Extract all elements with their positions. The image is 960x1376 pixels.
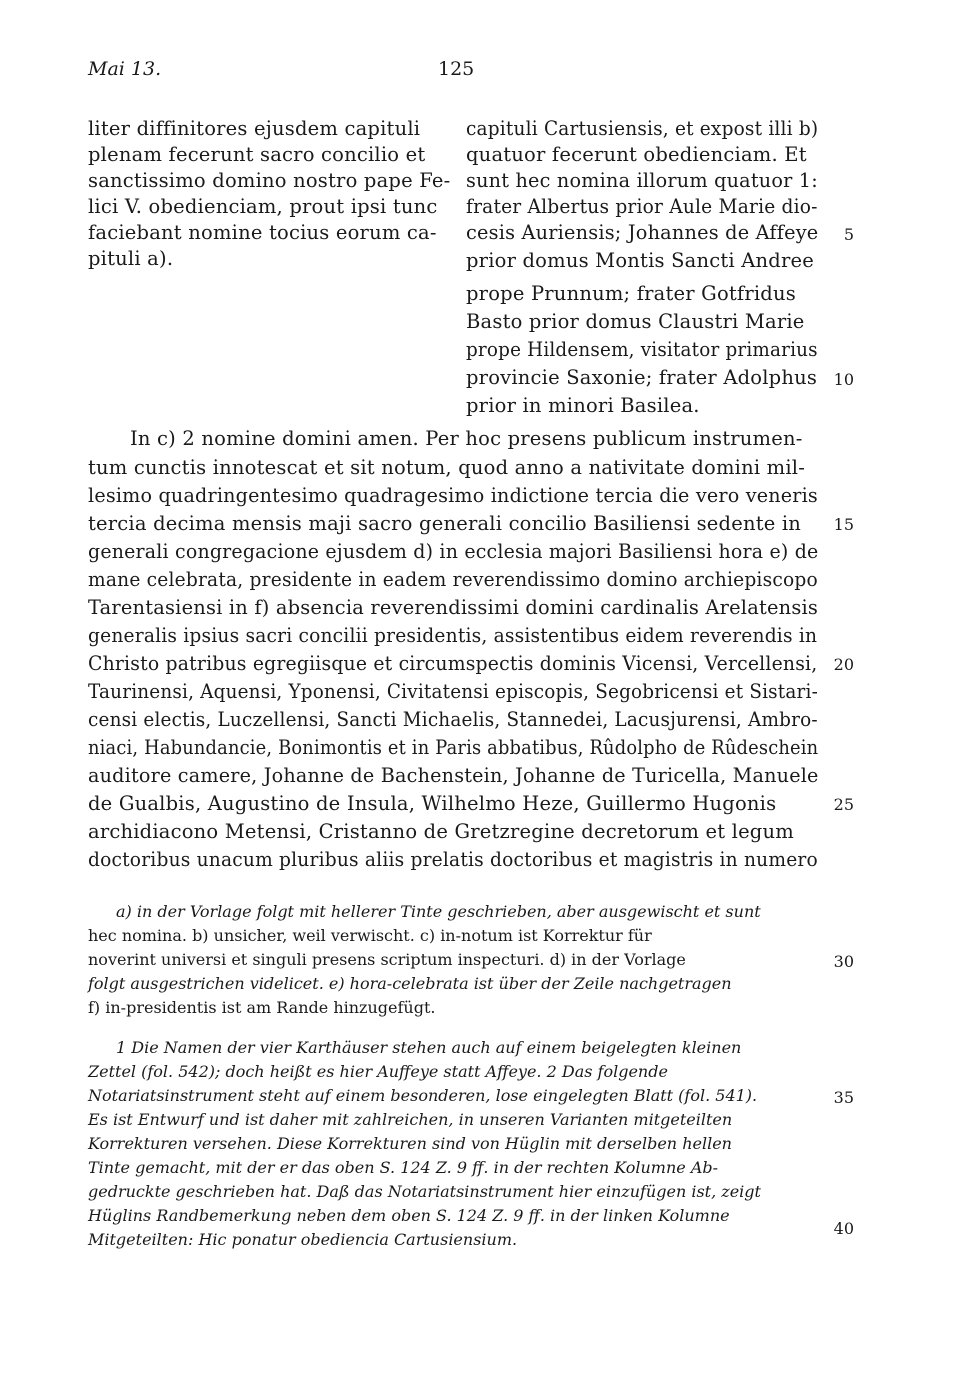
footnote-line: Notariatsinstrument steht auf einem besonderen, lose eingelegten Blatt (fol. 541).	[88, 1086, 758, 1105]
body-line: de Gualbis, Augustino de Insula, Wilhelmo Heze, Guillermo Hugonis	[88, 792, 777, 815]
body-line: Christo patribus egregiisque et circumspectis dominis Vicensi, Vercellensi,	[88, 652, 818, 675]
body-line: doctoribus unacum pluribus aliis prelatis doctoribus et magistris in numero	[88, 848, 818, 871]
footnote-line: gedruckte geschrieben hat. Daß das Notariatsinstrument hier einzufügen ist, zeigt	[88, 1182, 761, 1201]
footnote-line: Hüglins Randbemerkung neben dem oben S. 124 Z. 9 ff. in der linken Kolumne	[88, 1206, 730, 1225]
right-column-line: capituli Cartusiensis, et expost illi b)	[466, 117, 819, 140]
left-column-line: liter diffinitores ejusdem capituli	[88, 117, 421, 140]
line-number: 30	[833, 952, 854, 971]
left-column-line: sanctissimo domino nostro pape Fe-	[88, 169, 451, 192]
footnote-line: Tinte gemacht, mit der er das oben S. 124 Z. 9 ff. in der rechten Kolumne Ab-	[88, 1158, 719, 1177]
right-column-line: prior in minori Basilea.	[466, 394, 700, 417]
apparatus-line: a) in der Vorlage folgt mit hellerer Tinte geschrieben, aber ausgewischt et sunt	[116, 902, 761, 921]
body-line: archidiacono Metensi, Cristanno de Gretzregine decretorum et legum	[88, 820, 794, 843]
footnote-line: 1 Die Namen der vier Karthäuser stehen auch auf einem beigelegten kleinen	[116, 1038, 742, 1057]
right-column-line: prope Prunnum; frater Gotfridus	[466, 282, 796, 305]
body-line: tum cunctis innotescat et sit notum, quod anno a nativitate domini mil-	[88, 456, 806, 479]
right-column-line: cesis Auriensis; Johannes de Affeye	[466, 221, 819, 244]
line-number: 10	[833, 370, 854, 389]
right-column-line: quatuor fecerunt obedienciam. Et	[466, 143, 807, 166]
left-column-line: lici V. obedienciam, prout ipsi tunc	[88, 195, 438, 218]
right-column-line: sunt hec nomina illorum quatuor 1:	[466, 169, 818, 192]
body-line: mane celebrata, presidente in eadem reverendissimo domino archiepiscopo	[88, 568, 818, 591]
left-column-line: plenam fecerunt sacro concilio et	[88, 143, 426, 166]
right-column-line: frater Albertus prior Aule Marie dio-	[466, 195, 818, 218]
body-line: In c) 2 nomine domini amen. Per hoc presens publicum instrumen-	[130, 427, 803, 450]
line-number: 5	[843, 225, 854, 244]
line-number: 15	[833, 515, 854, 534]
body-line: lesimo quadringentesimo quadragesimo indictione tercia die vero veneris	[88, 484, 818, 507]
running-head-date: Mai 13.	[88, 58, 162, 80]
line-number: 20	[833, 655, 854, 674]
body-line: tercia decima mensis maji sacro generali concilio Basiliensi sedente in	[88, 512, 802, 535]
body-line: Taurinensi, Aquensi, Yponensi, Civitatensi episcopis, Segobricensi et Sistari-	[88, 680, 818, 703]
apparatus-line: f) in-presidentis ist am Rande hinzugefügt.	[88, 998, 436, 1017]
right-column-line: prope Hildensem, visitator primarius	[466, 338, 818, 361]
apparatus-line: hec nomina. b) unsicher, weil verwischt. c) in-notum ist Korrektur für	[88, 926, 652, 945]
right-column-line: Basto prior domus Claustri Marie	[466, 310, 805, 333]
footnote-line: Zettel (fol. 542); doch heißt es hier Auffeye statt Affeye. 2 Das folgende	[88, 1062, 668, 1081]
right-column-line: prior domus Montis Sancti Andree	[466, 249, 814, 272]
body-line: auditore camere, Johanne de Bachenstein, Johanne de Turicella, Manuele	[88, 764, 819, 787]
line-number: 35	[833, 1088, 854, 1107]
apparatus-line: folgt ausgestrichen videlicet. e) hora-celebrata ist über der Zeile nachgetragen	[88, 974, 732, 993]
footnote-line: Mitgeteilten: Hic ponatur obediencia Cartusiensium.	[88, 1230, 518, 1249]
page-number: 125	[438, 58, 475, 80]
line-number: 40	[833, 1219, 854, 1238]
footnote-line: Es ist Entwurf und ist daher mit zahlreichen, in unseren Varianten mitgeteilten	[88, 1110, 733, 1129]
apparatus-line: noverint universi et singuli presens scriptum inspecturi. d) in der Vorlage	[88, 950, 686, 969]
body-line: generali congregacione ejusdem d) in ecclesia majori Basiliensi hora e) de	[88, 540, 819, 563]
line-number: 25	[833, 795, 854, 814]
left-column-line: faciebant nomine tocius eorum ca-	[88, 221, 437, 244]
left-column-line: pituli a).	[88, 247, 174, 270]
body-line: censi electis, Luczellensi, Sancti Michaelis, Stannedei, Lacusjurensi, Ambro-	[88, 708, 818, 731]
body-line: niaci, Habundancie, Bonimontis et in Paris abbatibus, Rûdolpho de Rûdeschein	[88, 736, 819, 759]
right-column-line: provincie Saxonie; frater Adolphus	[466, 366, 818, 389]
body-line: generalis ipsius sacri concilii presidentis, assistentibus eidem reverendis in	[88, 624, 818, 647]
body-line: Tarentasiensi in f) absencia reverendissimi domini cardinalis Arelatensis	[88, 596, 819, 619]
footnote-line: Korrekturen versehen. Diese Korrekturen sind von Hüglin mit derselben hellen	[88, 1134, 732, 1153]
